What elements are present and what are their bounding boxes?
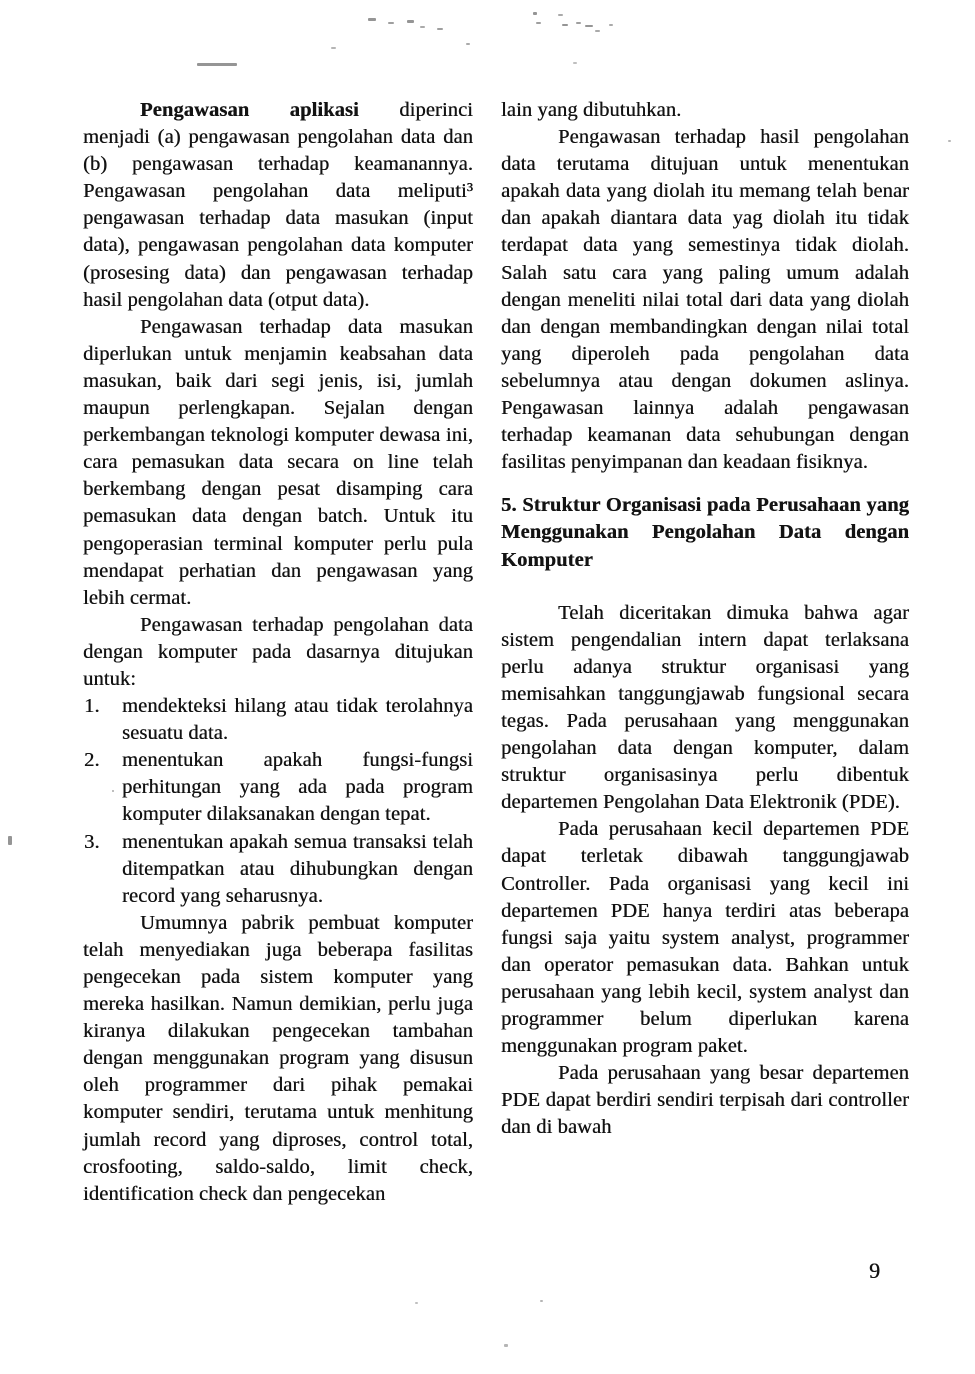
scan-speckle — [420, 26, 425, 28]
paragraph-bold-lead: Pengawasan aplikasi — [140, 99, 359, 121]
page-number: 9 — [869, 1258, 880, 1283]
scan-speckle — [562, 24, 568, 26]
scan-speckle — [533, 12, 537, 15]
scan-speckle — [504, 1344, 508, 1347]
scan-speckle — [558, 14, 563, 16]
paragraph-text: diperinci menjadi (a) pengawasan pengolahan data dan (b) pengawasan terhadap keamanannya. Pengawasan pengolahan data meliputi³ pengawasan terhadap data masukan (input data), pengawasan pengolahan data komputer (prosesing data) dan pengawasan terhadap hasil pengolahan data (otput data). — [83, 99, 473, 311]
scan-speckle — [540, 1300, 543, 1302]
scan-speckle — [466, 43, 470, 45]
scan-speckle — [585, 25, 593, 27]
scan-speckle — [573, 62, 577, 64]
scan-speckle — [609, 24, 613, 26]
paragraph: Pengawasan terhadap hasil pengolahan data terutama ditujuan untuk menentukan apakah data yang diolah itu memang telah benar dan apakah diantara data yag diolah itu tidak terdapat data yang semestinya tidak diolah. Salah satu cara yang paling umum adalah dengan meneliti nilai total dari data yang diolah dan dengan membandingkan dengan nilai total yang diperoleh pada pengolahan data sebelumnya atau dengan dokumen aslinya. Pengawasan lainnya adalah pengawasan terhadap keamanan data sehubungan dengan fasilitas penyimpanan dan keadaan fisiknya. — [501, 126, 909, 474]
paragraph: lain yang dibutuhkan. — [501, 99, 682, 121]
paragraph: Pengawasan terhadap pengolahan data dengan komputer pada dasarnya ditujukan untuk: — [83, 613, 473, 690]
list-item: menentukan apakah semua transaksi telah ditempatkan atau dihubungkan dengan record yang seharusnya. — [122, 830, 473, 907]
list-item: mendekteksi hilang atau tidak terolahnya sesuatu data. — [122, 695, 473, 745]
scan-speckle — [948, 140, 951, 142]
scan-speckle — [576, 22, 581, 24]
scan-speckle — [368, 18, 376, 21]
list-item: menentukan apakah fungsi-fungsi perhitungan yang ada pada program komputer dilaksanakan dengan tepat. — [122, 749, 473, 826]
scan-speckle — [407, 20, 414, 23]
paragraph — [83, 97, 473, 314]
paragraph: Pada perusahaan yang besar departemen PDE dapat berdiri sendiri terpisah dari controller dan di bawah — [501, 1062, 909, 1139]
paragraph: Pada perusahaan kecil departemen PDE dapat terletak dibawah tanggungjawab Controller. Pada organisasi yang kecil ini departemen PDE hanya terdiri atas beberapa fungsi saja yaitu system analyst, programmer dan operator pemasukan data. Bahkan untuk perusahaan yang lebih kecil, system analyst dan programmer belum diperlukan karena menggunakan program paket. — [501, 818, 909, 1058]
scan-speckle — [415, 1302, 418, 1304]
scan-speckle — [331, 47, 336, 49]
left-column — [83, 97, 473, 1208]
numbered-list — [83, 693, 473, 910]
scan-speckle — [388, 22, 394, 24]
scan-speckle — [536, 22, 541, 24]
section-heading: 5. Struktur Organisasi pada Perusahaan yang Menggunakan Pengolahan Data dengan Komputer — [501, 494, 909, 571]
scan-speckle — [8, 836, 12, 845]
paragraph: Umumnya pabrik pembuat komputer telah menyediakan juga beberapa fasilitas pengecekan pada sistem komputer yang mereka hasilkan. Namun demikian, perlu juga kiranya dilakukan pengecekan tambahan dengan menggunakan program yang disusun oleh programmer dari pihak pemakai komputer sendiri, terutama untuk menhitung jumlah record yang diproses, control total, crosfooting, saldo-saldo, limit check, identification check dan pengecekan — [83, 911, 473, 1205]
paragraph: Pengawasan terhadap data masukan diperlukan untuk menjamin keabsahan data masukan, baik dari segi jenis, isi, jumlah maupun perlengkapan. Sejalan dengan perkembangan teknologi komputer dewasa ini, cara pemasukan data secara on line telah berkembang dengan pesat disamping cara pemasukan data dengan batch. Untuk itu pengoperasian terminal komputer perlu pula mendapat perhatian dan pengawasan yang lebih cermat. — [83, 315, 473, 609]
right-column — [501, 97, 909, 1141]
scan-speckle — [595, 30, 600, 32]
scan-speckle — [437, 28, 443, 30]
paragraph: Telah diceritakan dimuka bahwa agar sistem pengendalian intern dapat terlaksana perlu adanya struktur organisasi yang memisahkan tanggungjawab fungsional secara tegas. Pada perusahaan yang menggunakan pengolahan data dengan komputer, dalam struktur organisasinya perlu dibentuk departemen Pengolahan Data Elektronik (PDE). — [501, 601, 909, 814]
scan-speckle — [197, 63, 237, 66]
